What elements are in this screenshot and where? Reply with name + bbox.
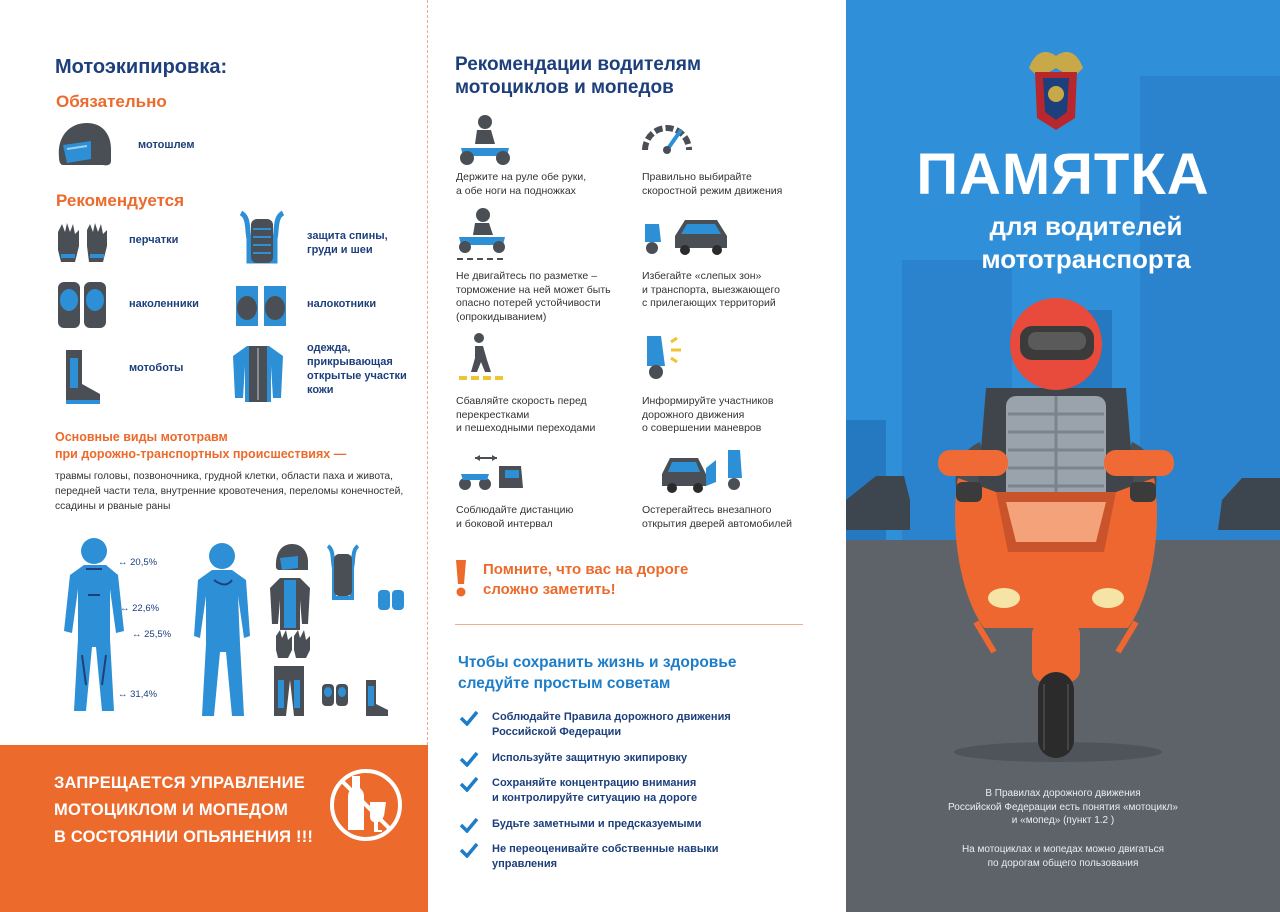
checkmark-icon [459, 710, 479, 726]
motorcyclist-illustration [936, 292, 1176, 762]
elbow-pads-icon [233, 280, 289, 332]
advice-item: Сохраняйте концентрацию внимания и контролируйте ситуацию на дороге [459, 776, 779, 808]
boots-small-icon [366, 680, 388, 716]
speedometer-icon [641, 112, 693, 156]
helmet-small-icon [276, 544, 308, 570]
elbow-pads-small-icon [378, 590, 404, 610]
tip-blindspots-text: Избегайте «слепых зон» и транспорта, выезжающего с прилегающих территорий [642, 270, 780, 309]
gear-set-illustration [270, 540, 410, 720]
helmet-label: мотошлем [138, 139, 195, 151]
tip-crossings-text: Сбавляйте скорость перед перекрестками и пешеходными переходами [456, 395, 596, 434]
rider-icon [455, 112, 515, 166]
checkmark-icon [459, 842, 479, 858]
helmet-icon [55, 119, 113, 169]
car-door-icon [658, 446, 748, 494]
cover-subtitle: для водителей мототранспорта [981, 211, 1191, 274]
recommended-title: Рекомендуется [56, 191, 185, 210]
jacket-icon [231, 342, 285, 404]
checkmark-icon [459, 817, 479, 833]
pedestrian-crossing-icon [455, 332, 505, 382]
jacket-small-icon [270, 578, 310, 630]
female-rider-figure [188, 540, 260, 720]
tip-speed-text: Правильно выбирайте скоростной режим движения [642, 171, 783, 197]
boots-label: мотоботы [129, 362, 184, 374]
tip-doors-text: Остерегайтесь внезапного открытия дверей автомобилей [642, 504, 793, 530]
exclamation-icon [453, 558, 469, 598]
police-emblem-icon [1025, 38, 1087, 138]
knee-pads-icon [55, 280, 109, 330]
public-roads-note: На мотоциклах и мопедах можно двигаться по дорогам общего пользования [961, 844, 1165, 869]
jacket-label: одежда, прикрывающая открытые участки кожи [307, 342, 407, 396]
back-protector-label: защита спины, груди и шеи [307, 230, 388, 256]
mandatory-title: Обязательно [56, 92, 167, 111]
advice-title: Чтобы сохранить жизнь и здоровье следуйте простым советам [458, 654, 737, 692]
scooter-car-icon [641, 212, 731, 256]
rules-definition-note: В Правилах дорожного движения Российской Федерации есть понятия «мотоцикл» и «мопед» (пункт 1.2 ) [948, 788, 1178, 826]
checkmark-icon [459, 751, 479, 767]
tip-signaling-text: Информируйте участников дорожного движения о совершении маневров [642, 395, 774, 434]
gloves-icon [55, 220, 111, 266]
injury-title: Основные виды мототравм при дорожно-транспортных происшествиях — [55, 430, 347, 461]
pants-small-icon [274, 666, 304, 716]
back-protector-small-icon [328, 546, 358, 598]
tip-markings-text: Не двигайтесь по разметке – торможение на ней может быть опасно потерей устойчивости (опрокидыванием) [456, 270, 611, 323]
section-divider [455, 624, 803, 625]
pct-torso: ↔ 22,6% [120, 603, 160, 614]
advice-item: Используйте защитную экипировку [459, 751, 779, 769]
advice-item: Соблюдайте Правила дорожного движения Российской Федерации [459, 710, 779, 742]
no-alcohol-icon [326, 764, 406, 846]
boots-icon [60, 348, 104, 406]
tip-hands-text: Держите на руле обе руки, а обе ноги на подножках [456, 171, 587, 197]
pct-pelvis: ↔ 25,5% [132, 629, 172, 640]
cover-title: ПАМЯТКА [916, 142, 1210, 207]
rider-lane-icon [455, 205, 509, 263]
back-protector-icon [233, 209, 291, 269]
advice-item: Не переоценивайте собственные навыки управления [459, 842, 779, 874]
remember-visibility-text: Помните, что вас на дороге сложно заметить! [483, 561, 689, 598]
knee-pads-label: наколенники [129, 298, 199, 310]
pct-head: ↔ 20,5% [118, 557, 158, 568]
scooter-signal-icon [641, 332, 691, 382]
elbow-pads-label: налокотники [307, 298, 377, 310]
alcohol-warning-text: ЗАПРЕЩАЕТСЯ УПРАВЛЕНИЕ МОТОЦИКЛОМ И МОПЕДОМ В СОСТОЯНИИ ОПЬЯНЕНИЯ !!! [54, 774, 314, 846]
gloves-label: перчатки [129, 234, 179, 246]
equipment-title: Мотоэкипировка: [55, 56, 228, 78]
pct-legs: ↔ 31,4% [118, 689, 158, 700]
checkmark-icon [459, 776, 479, 792]
tip-distance-text: Соблюдайте дистанцию и боковой интервал [456, 504, 574, 530]
knee-pads-small-icon [322, 684, 348, 706]
advice-item: Будьте заметными и предсказуемыми [459, 817, 779, 835]
distance-icon [455, 452, 525, 494]
gloves-small-icon [276, 630, 310, 658]
recommendations-title: Рекомендации водителям мотоциклов и мопедов [455, 54, 702, 98]
injury-description: травмы головы, позвоночника, грудной клетки, области паха и живота, передней части тела, внутренние кровотечения, переломы конечностей, ссадины и рваные раны [55, 471, 404, 512]
